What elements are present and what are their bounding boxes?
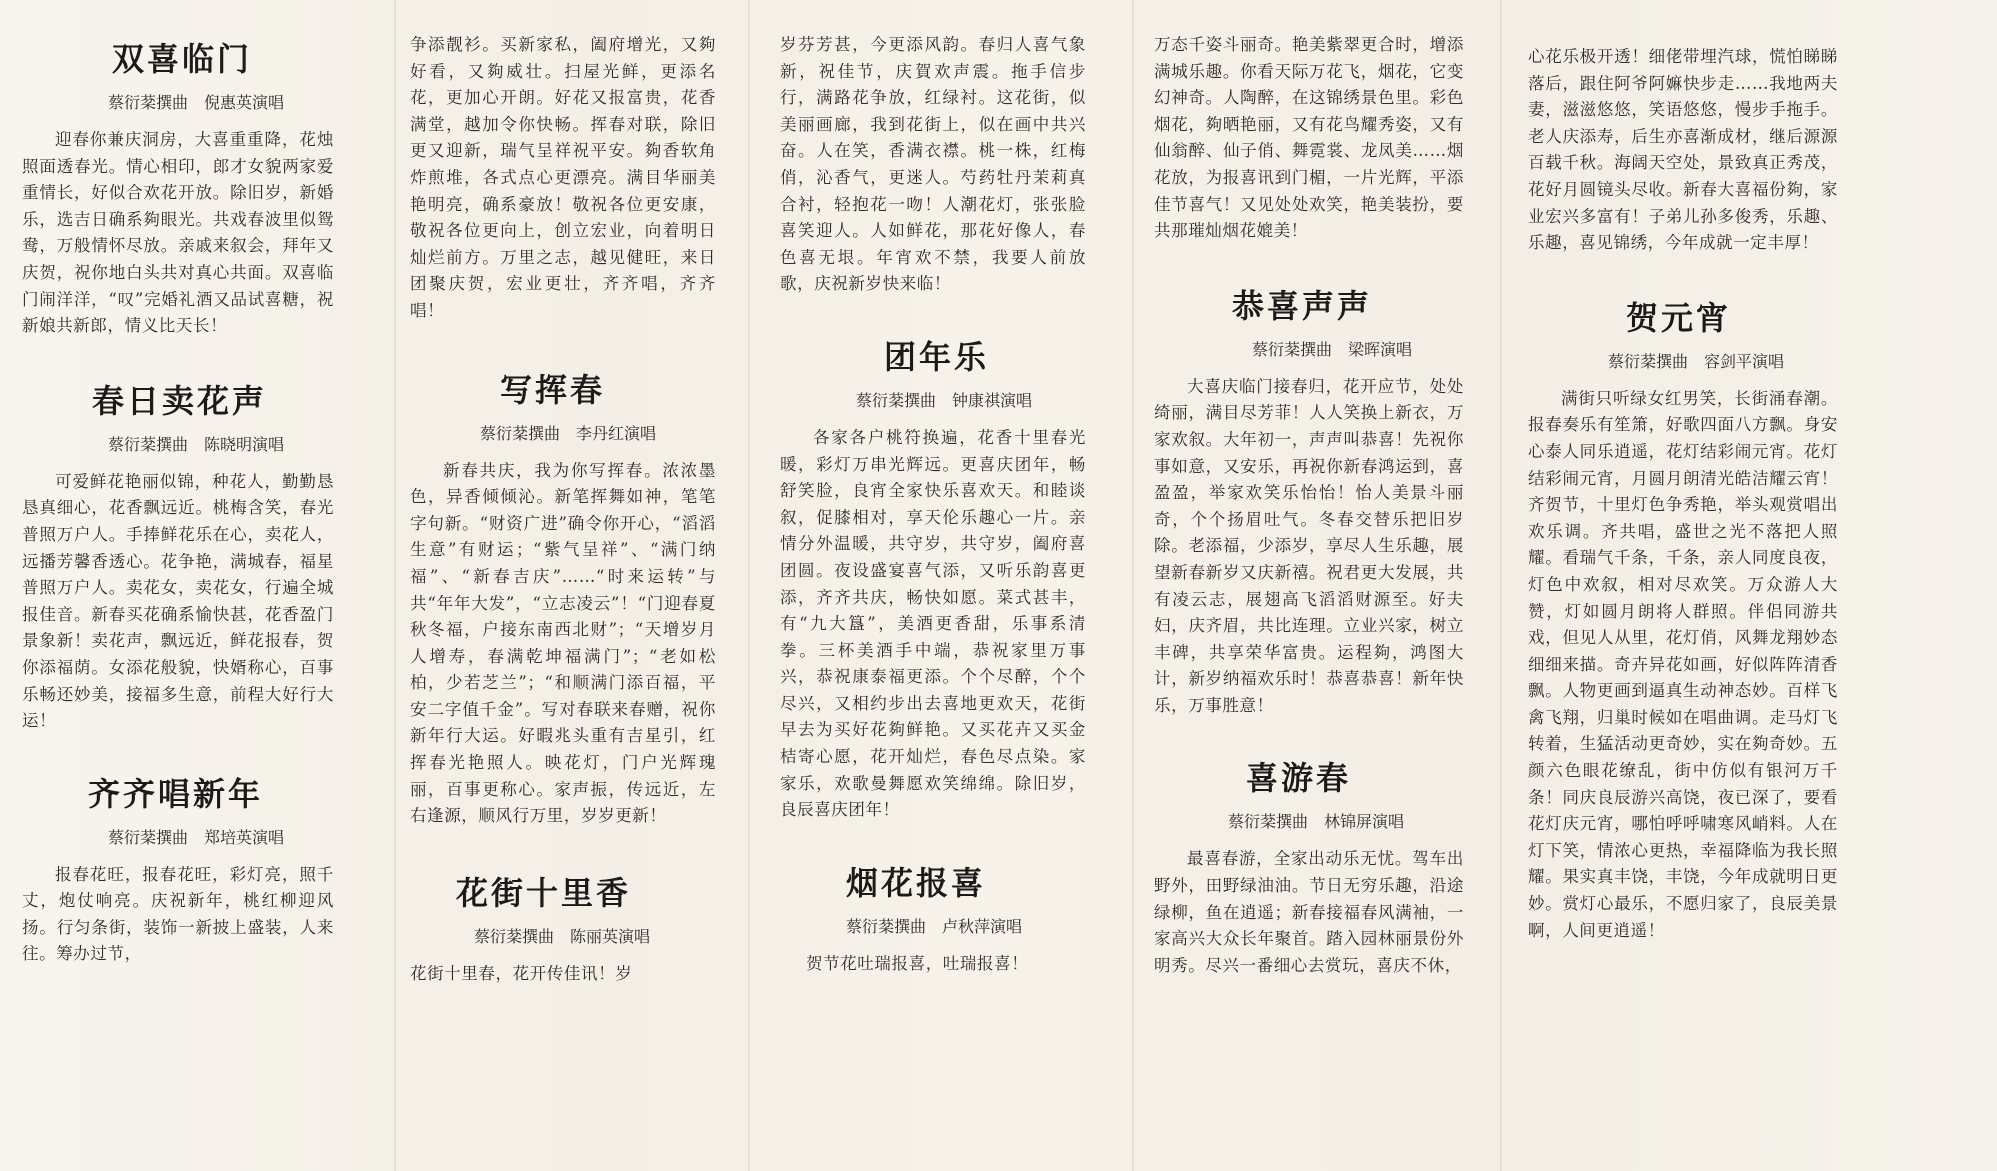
song-lyrics: 争添靓衫。买新家私，阖府增光，又夠好看，又夠威壮。扫屋光鲜，更添名花，更加心开朗。好花又报富贵，花香满堂，越加令你快畅。挥春对联，除旧更又迎新，瑞气呈祥祝平安。夠香软角炸煎堆，各式点心更漂亮。满目华丽美艳明亮，确系豪放！敬祝各位更安康，敬祝各位更向上，创立宏业，向着明日灿烂前方。万里之志，越见健旺，来日团聚庆贺，宏业更壮，齐齐唱，齐齐唱！: [410, 35, 716, 320]
song-title: 齐齐唱新年: [88, 774, 264, 813]
song-huajie: [410, 868, 716, 988]
song-lyrics: 贺节花吐瑞报喜，吐瑞报喜！: [806, 953, 1029, 973]
song-title: 贺元宵: [1626, 298, 1732, 337]
song-credit: 蔡衍棻撰曲 梁晖演唱: [1252, 339, 1413, 359]
song-title: 喜游春: [1246, 759, 1352, 798]
song-lyrics: 迎春你兼庆洞房，大喜重重降，花烛照面透春光。情心相印，郎才女貌两家爱重情长，好似合欢花开放。除旧岁，新婚乐，选吉日确系夠眼光。共戏春波里似鸳鸯，万般情怀尽放。亲戚来叙会，拜年又庆贺，祝你地白头共对真心共面。双喜临门闹洋洋，“叹”完婚礼酒又品试喜糖，祝新娘共新郎，情义比天长！: [22, 130, 334, 336]
song-title: 写挥春: [500, 370, 606, 409]
song-lyrics: 满街只听绿女红男笑，长街涌春潮。报春奏乐有笙箫，好歌四面八方飘。身安心泰人同乐逍遥，花灯结彩闹元宵。花灯结彩闹元宵，月圆月朗清光皓洁耀云宵！齐贺节，十里灯色争秀艳，举头观赏唱出欢乐调。齐共唱，盛世之光不落把人照耀。看瑞气千条，千条，亲人同度良夜，灯色中欢叙，相对尽欢笑。万众游人大赞，灯如圆月朗将人群照。伴侣同游共戏，但见人从里，花灯俏，风舞龙翔妙态细细来描。奇卉异花如画，好似阵阵清香飘。人物更画到逼真生动神态妙。百样飞禽飞翔，归巢时候如在唱曲调。走马灯飞转着，生猛活动更奇妙，实在夠奇妙。五颜六色眼花缭乱，街中仿似有银河万千条！同庆良辰游兴高饶，夜已深了，要看花灯庆元宵，哪怕呼呼啸寒风峭料。人在灯下笑，情浓心更热，幸福降临为我长照耀。果实真丰饶，丰饶，今年成就明日更妙。赏灯心最乐，不愿归家了，良辰美景啊，人间更逍遥！: [1528, 388, 1838, 940]
fold-line: [394, 0, 396, 1171]
song-credit: 蔡衍棻撰曲 陈丽英演唱: [474, 926, 651, 946]
song-chunri: [22, 376, 334, 735]
song-continuation: [410, 32, 716, 325]
fold-line: [748, 0, 750, 1171]
song-lyrics: 可爱鲜花艳丽似锦，种花人，勤勤恳恳真细心，花香飘远近。桃梅含笑，春光普照万户人。手捧鲜花乐在心，卖花人，远播芳馨香透心。花争艳，满城春，福星普照万户人。卖花女，卖花女，行遍全城报佳音。新春买花确系愉快甚，花香盈门景象新！卖花声，飘远近，鲜花报春，贺你添福荫。女添花般貌，快婿称心，百事乐畅还妙美，接福多生意，前程大好行大运！: [22, 471, 334, 731]
column-5: [1528, 30, 1838, 944]
song-title: 花街十里香: [456, 873, 632, 912]
song-lyrics: 新春共庆，我为你写挥春。浓浓墨色，异香倾倾沁。新笔挥舞如神，笔笔字句新。“财资广进”确令你开心，“滔滔生意”有财运；“紫气呈祥”、“满门纳福”、“新春吉庆”……“时来运转”与共“年年大发”，“立志凌云”！“门迎春夏秋冬福，户接东南西北财”；“天增岁月人增寿，春满乾坤福满门”；“老如松柏，少若芝兰”；“和顺满门添百福，平安二字值千金”。写对春联来春赠，祝你新年行大运。好暇兆头重有吉星引，红挥春光艳照人。映花灯，门户光辉瑰丽，百事更称心。家声振，传远近，左右逢源，顺风行万里，岁岁更新！: [410, 460, 716, 826]
song-continuation: [1528, 44, 1838, 257]
song-title: 烟花报喜: [846, 863, 987, 902]
song-lyrics: 万态千姿斗丽奇。艳美紫翠更合时，增添满城乐趣。你看天际万花飞，烟花，它变幻神奇。人陶醉，在这锦绣景色里。彩色烟花，夠晒艳丽，又有花鸟耀秀姿，又有仙翁醉、仙子俏、舞霓裳、龙凤美……烟花放，为报喜讯到门楣，一片光辉，平添佳节喜气！又见处处欢笑，艳美装扮，要共那璀灿烟花媲美！: [1154, 35, 1464, 241]
song-title: 团年乐: [884, 337, 990, 376]
song-credit: 蔡衍棻撰曲 林锦屏演唱: [1228, 812, 1405, 832]
column-2: [410, 30, 716, 987]
column-4: [1154, 30, 1464, 979]
song-xiehuichun: [410, 365, 716, 830]
song-credit: 蔡衍棻撰曲 李丹红演唱: [480, 423, 657, 443]
song-credit: 蔡衍棻撰曲 倪惠英演唱: [108, 93, 285, 112]
song-credit: 蔡衍棻撰曲 卢秋萍演唱: [846, 916, 1023, 936]
song-lyrics: 岁芬芳甚，今更添风韵。春归人喜气象新，祝佳节，庆賀欢声震。拖手信步行，满路花争放，红绿衬。这花街，似美丽画廊，我到花街上，似在画中共兴奋。人在笑，香满衣襟。桃一株，红梅俏，沁香气，更迷人。芍药牡丹茉莉真合衬，轻抱花一吻！人潮花灯，张张脸喜笑迎人。人如鲜花，那花好像人，春色喜无垠。年宵欢不禁，我要人前放歌，庆祝新岁快来临！: [780, 35, 1086, 294]
song-lyrics: 大喜庆临门接春归，花开应节，处处绮丽，满目尽芳菲！人人笑换上新衣，万家欢叙。大年初一，声声叫恭喜！先祝你事如意，又安乐，再祝你新春鸿运到，喜盈盈，举家欢笑乐怡怡！怡人美景斗丽奇，个个扬眉吐气。冬春交替乐把旧岁除。老添福，少添岁，享尽人生乐趣，展望新春新岁又庆新禧。祝君更大发展，共有凌云志，展翅高飞滔滔财源至。好夫妇，庆齐眉，共比连理。立业兴家，树立丰碑，共享荣华富贵。运程夠，鸿图大计，新岁纳福欢乐时！恭喜恭喜！新年快乐，万事胜意！: [1154, 376, 1464, 715]
song-qiqi: [22, 769, 334, 968]
song-heyuanxiao: [1528, 293, 1838, 944]
song-yanhua: [780, 858, 1086, 978]
song-lyrics: 花街十里春，花开传佳讯！岁: [410, 963, 633, 983]
song-lyrics: 最喜春游，全家出动乐无忧。驾车出野外，田野绿油油。节日无穷乐趣，沿途绿柳，鱼在逍遥；新春接福春风满袖，一家高兴大众长年聚首。踏入园林丽景份外明秀。尽兴一番细心去赏玩，喜庆不休，: [1154, 849, 1464, 975]
song-title: 双喜临门: [112, 40, 253, 78]
song-lyrics: 各家各户桃符换遍，花香十里春光暖，彩灯万串光辉远。更喜庆团年，畅舒笑脸，良宵全家快乐喜欢天。和睦谈叙，促膝相对，享天伦乐趣心一片。亲情分外温暖，共守岁，共守岁，阖府喜团圆。夜设盛宴喜气添，又听乐韵喜更添，齐齐共庆，畅快如愿。菜式甚丰，有“九大簋”，美酒更香甜，乐事系清拳。三杯美酒手中端，恭祝家里万事兴，恭祝康泰福更添。个个尽醉，个个尽兴，又相约步出去喜地更欢天，花街早去为买好花夠鲜艳。又买花卉又买金桔寄心愿，花开灿烂，春色尽点染。家家乐，欢歌曼舞愿欢笑绵绵。除旧岁，良辰喜庆团年！: [780, 427, 1086, 820]
song-lyrics: 报春花旺，报春花旺，彩灯亮，照千丈，炮仗响亮。庆祝新年，桃红柳迎风扬。行匀条街，装饰一新披上盛装，人来往。筹办过节，: [22, 864, 334, 964]
song-xiyouchun: [1154, 753, 1464, 979]
song-title: 恭喜声声: [1232, 286, 1373, 325]
column-3: [780, 30, 1086, 977]
fold-line: [1132, 0, 1134, 1171]
song-gongxi: [1154, 281, 1464, 720]
song-credit: 蔡衍棻撰曲 郑培英演唱: [108, 827, 285, 847]
song-credit: 蔡衍棻撰曲 容剑平演唱: [1608, 351, 1785, 371]
song-tuannian: [780, 332, 1086, 824]
fold-line: [1500, 0, 1502, 1171]
song-continuation: [1154, 32, 1464, 245]
song-shuangxi: [22, 34, 334, 340]
column-1: [22, 30, 334, 968]
song-credit: 蔡衍棻撰曲 陈晓明演唱: [108, 434, 285, 454]
song-continuation: [780, 32, 1086, 298]
song-credit: 蔡衍棻撰曲 钟康祺演唱: [856, 390, 1033, 410]
song-lyrics: 心花乐极开透！细佬带埋汽球，慌怕睇睇落后，跟住阿爷阿嫲快步走……我地两夫妻，滋滋悠悠，笑语悠悠，慢步手拖手。老人庆添寿，后生亦喜渐成材，继后源源百载千秋。海阔天空处，景致真正秀茂，花好月圆镜头尽收。新春大喜福份夠，家业宏兴多富有！子弟儿孙多俊秀，乐趣、乐趣，喜见锦绣，今年成就一定丰厚！: [1528, 47, 1838, 253]
song-title: 春日卖花声: [92, 381, 268, 420]
